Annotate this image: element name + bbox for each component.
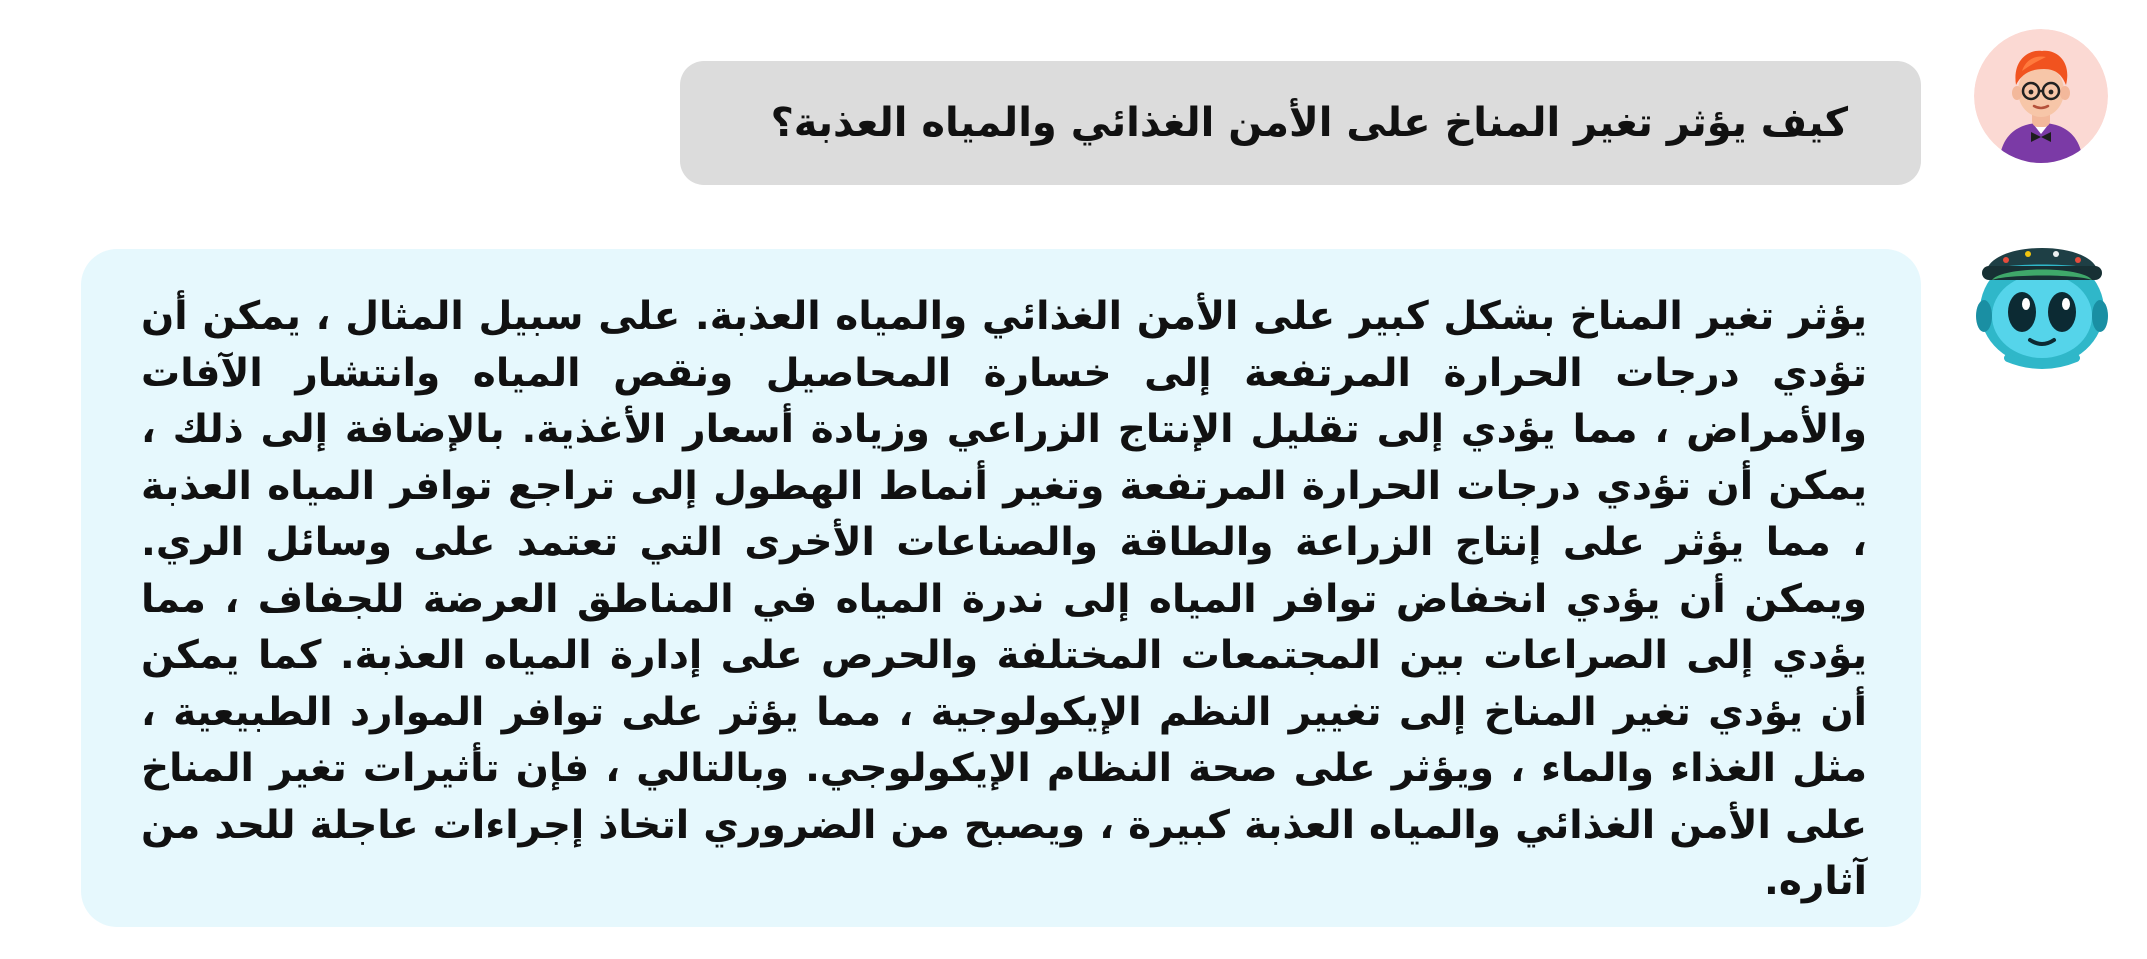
user-avatar-graphic [1974, 29, 2108, 163]
user-message-bubble [680, 61, 1921, 185]
robot-avatar-icon [1972, 232, 2112, 372]
user-avatar-icon [1974, 29, 2108, 163]
robot-avatar-graphic [1972, 232, 2112, 372]
user-message-text: كيف يؤثر تغير المناخ على الأمن الغذائي والمياه العذبة؟ [770, 100, 1848, 146]
assistant-message-bubble [81, 249, 1921, 927]
assistant-message-text: يؤثر تغير المناخ بشكل كبير على الأمن الغذائي والمياه العذبة. على سبيل المثال ، يمكن أن تؤدي درجات الحرارة المرتفعة إلى خسارة المحاصيل ونقص المياه وانتشار الآفات والأمراض ، مما يؤدي إلى تقليل الإنتاج الزراعي وزيادة أسعار الأغذية. بالإضافة إلى ذلك ، يمكن أن تؤدي درجات الحرارة المرتفعة وتغير أنماط الهطول إلى تراجع توافر المياه العذبة ، مما يؤثر على إنتاج الزراعة والطاقة والصناعات الأخرى التي تعتمد على وسائل الري. ويمكن أن يؤدي انخفاض توافر المياه إلى ندرة المياه في المناطق العرضة للجفاف ، مما يؤدي إلى الصراعات بين المجتمعات المختلفة والحرص على إدارة المياه العذبة. كما يمكن أن يؤدي تغير المناخ إلى تغيير النظم الإيكولوجية ، مما يؤثر على توافر الموارد الطبيعية ، مثل الغذاء والماء ، ويؤثر على صحة النظام الإيكولوجي. وبالتالي ، فإن تأثيرات تغير المناخ على الأمن الغذائي والمياه العذبة كبيرة ، ويصبح من الضروري اتخاذ إجراءات عاجلة للحد من آثاره. [141, 294, 1867, 904]
